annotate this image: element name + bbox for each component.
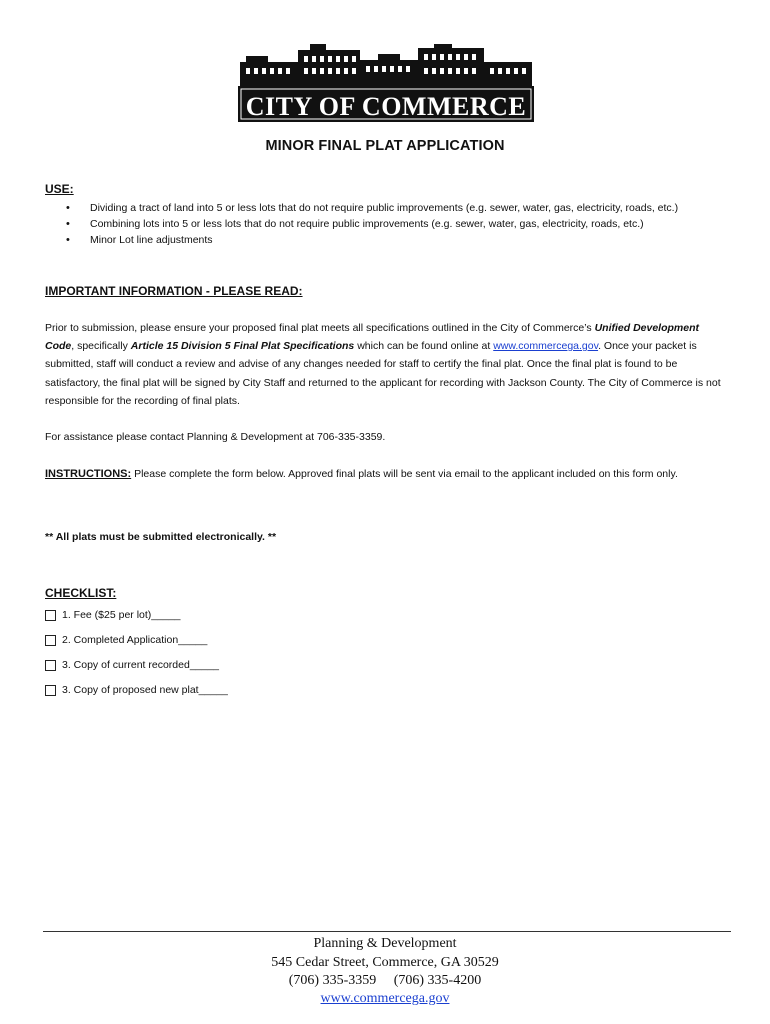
checklist-label: 3. Copy of proposed new plat_____ [62,684,228,696]
text-span: which can be found online at [354,340,494,353]
use-heading: USE: [45,182,74,196]
checklist-label: 2. Completed Application_____ [62,634,208,646]
footer-phones: (706) 335-3359 (706) 335-4200 [288,973,482,988]
website-link[interactable]: www.commercega.gov [493,340,599,353]
city-logo [238,44,534,122]
checklist-item-fee[interactable] [45,609,181,621]
footer-address: 545 Cedar Street, Commerce, GA 30529 [271,955,499,970]
footer-dept: Planning & Development [313,936,457,951]
checklist-label: 1. Fee ($25 per lot)_____ [62,609,181,621]
important-paragraph [45,319,727,410]
important-heading: IMPORTANT INFORMATION - PLEASE READ: [45,284,303,298]
assistance-text: For assistance please contact Planning & Development at 706-335-3359. [45,431,386,443]
building-skyline-icon [238,44,534,122]
list-item: • Dividing a tract of land into 5 or less lots that do not require public improvements (e.g. sewer, water, gas, electricity, roads, etc.) [66,200,726,216]
checkbox[interactable] [45,660,56,671]
udc-reference: Unified Development Code [45,322,700,353]
instructions-label: INSTRUCTIONS: [45,468,132,480]
checkbox[interactable] [45,635,56,646]
logo-text: CITY OF COMMERCE [245,92,527,121]
text-span: Prior to submission, please ensure your proposed final plat meets all specifications outlined in the City of Commerce’s [45,322,595,334]
electronic-submission-note: ** All plats must be submitted electronically. ** [45,531,277,543]
article-reference: Article 15 Division 5 Final Plat Specifications [130,340,355,353]
checkbox[interactable] [45,685,56,696]
footer-website [0,991,770,1007]
checklist-heading: CHECKLIST: [45,586,117,600]
text-span: . Once your packet is submitted, staff will conduct a review and advise of any changes needed for staff to certify the final plat. Once the final plat is found to be satisfactory, the final plat will be signed by City Staff and returned to the applicant for recording with Jackson County. The City of Commerce is not responsible for the recording of final plats. [45,340,721,407]
checklist-item-proposed-plat[interactable] [45,684,228,696]
checkbox[interactable] [45,610,56,621]
page-title: MINOR FINAL PLAT APPLICATION [265,138,505,154]
use-list [66,200,726,248]
list-item: • Minor Lot line adjustments [66,232,726,248]
instructions-paragraph [45,465,727,483]
checklist-item-application[interactable] [45,634,207,646]
footer-divider [43,931,731,932]
footer-website-link[interactable]: www.commercega.gov [320,991,450,1006]
text-span: , specifically [71,340,131,353]
checklist-label: 3. Copy of current recorded_____ [62,659,220,671]
instructions-text: Please complete the form below. Approved final plats will be sent via email to the applicant included on this form only. [131,468,678,480]
checklist-item-recorded-copy[interactable] [45,659,219,671]
list-item: • Combining lots into 5 or less lots that do not require public improvements (e.g. sewer, water, gas, electricity, roads, etc.) [66,216,726,232]
